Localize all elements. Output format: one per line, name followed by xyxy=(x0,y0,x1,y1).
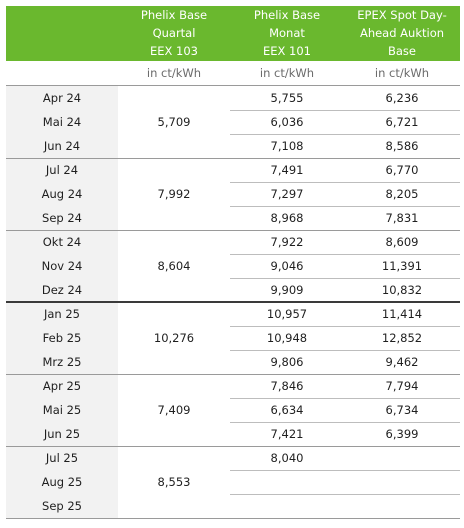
epex-value: 7,794 xyxy=(385,379,419,393)
quartal-value: 10,276 xyxy=(153,331,195,345)
month-label: Dez 24 xyxy=(41,283,83,297)
row-divider xyxy=(230,206,460,207)
epex-value xyxy=(344,494,460,518)
monat-value: 7,491 xyxy=(270,163,304,177)
monat-value: 7,846 xyxy=(270,379,304,393)
quarter-divider xyxy=(6,518,460,519)
quartal-value: 7,992 xyxy=(157,187,191,201)
row-divider xyxy=(230,134,460,135)
month-label: Okt 24 xyxy=(42,235,82,249)
row-divider xyxy=(230,470,460,471)
epex-value: 6,770 xyxy=(385,163,419,177)
header-epex-spot: EPEX Spot Day- Ahead Auktion Base xyxy=(357,8,447,58)
row-divider xyxy=(230,350,460,351)
monat-value: 7,108 xyxy=(270,139,304,153)
month-label: Jul 24 xyxy=(45,163,79,177)
epex-value xyxy=(344,446,460,470)
row-divider xyxy=(230,278,460,279)
month-label: Nov 24 xyxy=(41,259,83,273)
row-divider xyxy=(230,326,460,327)
monat-value: 8,968 xyxy=(270,211,304,225)
quartal-value: 7,409 xyxy=(157,403,191,417)
monat-value: 9,909 xyxy=(270,283,304,297)
monat-value: 6,634 xyxy=(270,403,304,417)
row-divider xyxy=(230,494,460,495)
monat-value: 7,421 xyxy=(270,427,304,441)
month-label: Mai 24 xyxy=(42,115,82,129)
month-label: Feb 25 xyxy=(42,331,82,345)
epex-value: 9,462 xyxy=(385,355,419,369)
epex-value: 12,852 xyxy=(381,331,423,345)
monat-value: 7,922 xyxy=(270,235,304,249)
epex-value: 8,205 xyxy=(385,187,419,201)
header-phelix-monat: Phelix Base Monat EEX 101 xyxy=(253,8,321,58)
monat-value: 9,046 xyxy=(270,259,304,273)
monat-value: 6,036 xyxy=(270,115,304,129)
epex-value xyxy=(344,470,460,494)
monat-value: 9,806 xyxy=(270,355,304,369)
quartal-value: 8,604 xyxy=(157,259,191,273)
epex-value: 11,414 xyxy=(381,307,423,321)
epex-value: 10,832 xyxy=(381,283,423,297)
row-divider xyxy=(230,422,460,423)
epex-value: 8,586 xyxy=(385,139,419,153)
row-divider xyxy=(230,398,460,399)
epex-value: 7,831 xyxy=(385,211,419,225)
epex-value: 6,236 xyxy=(385,91,419,105)
quartal-value: 8,553 xyxy=(157,475,191,489)
unit-monat: in ct/kWh xyxy=(259,66,315,80)
unit-quartal: in ct/kWh xyxy=(146,66,202,80)
epex-value: 8,609 xyxy=(385,235,419,249)
monat-value: 8,040 xyxy=(270,451,304,465)
month-label: Jan 25 xyxy=(43,307,81,321)
month-label: Sep 25 xyxy=(42,499,82,513)
row-divider xyxy=(230,254,460,255)
epex-value: 6,721 xyxy=(385,115,419,129)
month-label: Apr 25 xyxy=(42,379,82,393)
monat-value: 7,297 xyxy=(270,187,304,201)
monat-value xyxy=(230,470,344,494)
month-label: Jun 24 xyxy=(43,139,81,153)
quartal-value: 5,709 xyxy=(157,115,191,129)
epex-value: 6,734 xyxy=(385,403,419,417)
month-label: Aug 25 xyxy=(41,475,83,489)
month-label: Aug 24 xyxy=(41,187,83,201)
epex-value: 6,399 xyxy=(385,427,419,441)
table-header xyxy=(6,6,460,61)
month-label: Jul 25 xyxy=(45,451,79,465)
row-divider xyxy=(230,110,460,111)
header-phelix-quartal: Phelix Base Quartal EEX 103 xyxy=(140,8,208,58)
month-label: Mai 25 xyxy=(42,403,82,417)
month-label: Sep 24 xyxy=(42,211,82,225)
month-label: Jun 25 xyxy=(43,427,81,441)
unit-epex: in ct/kWh xyxy=(374,66,430,80)
monat-value: 10,957 xyxy=(266,307,308,321)
monat-value xyxy=(230,494,344,518)
row-divider xyxy=(230,182,460,183)
month-label: Mrz 25 xyxy=(42,355,82,369)
epex-value: 11,391 xyxy=(381,259,423,273)
monat-value: 10,948 xyxy=(266,331,308,345)
month-label: Apr 24 xyxy=(42,91,82,105)
monat-value: 5,755 xyxy=(270,91,304,105)
